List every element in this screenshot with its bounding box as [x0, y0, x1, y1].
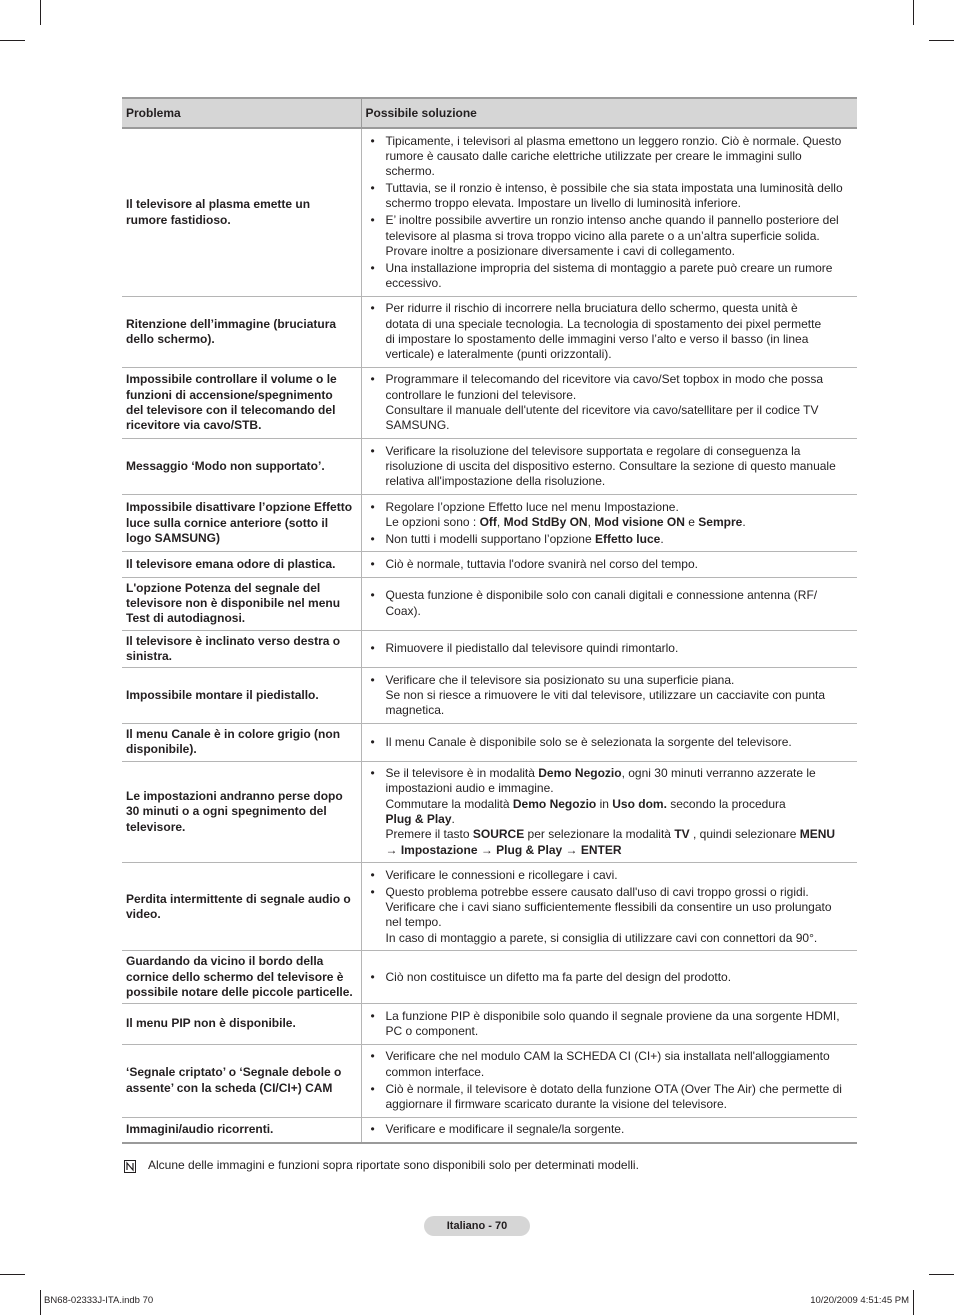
- problem-line: funzioni di accensione/spegnimento: [126, 387, 333, 402]
- solution-line: • Programmare il telecomando del ricevitore via cavo/Set topbox in modo che possa: [385, 372, 824, 387]
- table-row: [122, 495, 857, 552]
- problem-line: televisore.: [126, 819, 186, 834]
- solution-cell: [361, 724, 857, 762]
- solution-item: [370, 134, 852, 180]
- solution-line: nel tempo.: [385, 915, 442, 930]
- solution-line: In caso di montaggio a parete, si consiglia di utilizzare cavi con connettori da 90°.: [385, 930, 818, 945]
- problem-line: Perdita intermittente di segnale audio o: [126, 891, 351, 906]
- solution-cell: [361, 630, 857, 668]
- solution-line: eccessivo.: [385, 275, 442, 290]
- problem-line: Guardando da vicino il bordo della: [126, 954, 324, 969]
- solution-list: [370, 673, 852, 719]
- note-text: Alcune delle immagini e funzioni sopra riportate sono disponibili solo per determinati modelli.: [148, 1158, 639, 1172]
- crop-mark: [929, 1274, 954, 1275]
- problem-line: Impossibile montare il piedistallo.: [126, 688, 319, 702]
- solution-item: [370, 500, 852, 531]
- problem-line: Il televisore è inclinato verso destra o: [126, 633, 341, 648]
- problem-cell: [122, 951, 361, 1004]
- solution-item: [370, 766, 852, 858]
- solution-line: PC o component.: [385, 1024, 479, 1039]
- problem-cell: [122, 1044, 361, 1117]
- solution-line: di impostare lo spostamento delle immagini verso l’alto e verso il basso (in linea: [385, 331, 809, 346]
- problem-line: Messaggio ‘Modo non supportato’.: [126, 458, 325, 473]
- crop-mark: [913, 1290, 914, 1315]
- table-row: [122, 128, 857, 296]
- problem-line: assente’ con la scheda (CI/CI+) CAM: [126, 1080, 333, 1095]
- solution-list: [370, 641, 852, 656]
- solution-cell: [361, 761, 857, 863]
- problem-line: Immagini/audio ricorrenti.: [126, 1122, 274, 1137]
- problem-cell: [122, 1117, 361, 1143]
- problem-line: dello schermo).: [126, 331, 215, 346]
- solution-line: • Ciò non costituisce un difetto ma fa parte del design del prodotto.: [385, 969, 732, 984]
- problem-line: Il televisore al plasma emette un: [126, 197, 311, 212]
- problem-line: possibile notare delle piccole particelle.: [126, 985, 353, 1000]
- solution-item: [370, 868, 852, 883]
- table-row: [122, 951, 857, 1004]
- solution-item: [370, 1122, 852, 1137]
- solution-line: Coax).: [385, 603, 421, 618]
- table-row: [122, 552, 857, 577]
- solution-item: [370, 1082, 852, 1113]
- page-number-badge: Italiano - 70: [424, 1216, 530, 1236]
- troubleshooting-table: [122, 97, 857, 1144]
- solution-list: [370, 500, 852, 547]
- problem-line: 30 minuti o a ogni spegnimento del: [126, 804, 327, 819]
- solution-line: rumore è causato dalle cariche elettriche utilizzate per creare le immagini sullo: [385, 149, 802, 164]
- problem-line: Impossibile controllare il volume o le: [126, 372, 337, 387]
- solution-list: [370, 1122, 852, 1137]
- solution-list: [370, 868, 852, 946]
- solution-line: • Ciò è normale, tuttavia l'odore svanirà nel corso del tempo.: [385, 556, 698, 571]
- solution-list: [370, 1049, 852, 1112]
- crop-mark: [40, 1290, 41, 1315]
- table-row: [122, 367, 857, 438]
- problem-cell: [122, 128, 361, 296]
- solution-item: [370, 588, 852, 619]
- problem-line: Il menu Canale è in colore grigio (non: [126, 727, 341, 742]
- solution-item: [370, 1009, 852, 1040]
- solution-item: [370, 1049, 852, 1080]
- crop-mark: [40, 0, 41, 25]
- solution-line: SAMSUNG.: [385, 418, 450, 433]
- solution-line: Le opzioni sono : Off, Mod StdBy ON, Mod visione ON e Sempre.: [385, 514, 746, 529]
- solution-line: Se non si riesce a rimuovere le viti dal televisore, utilizzare un cacciavite con punta: [385, 688, 826, 702]
- problem-line: disponibile).: [126, 742, 197, 757]
- problem-line: Il televisore emana odore di plastica.: [126, 556, 336, 571]
- problem-line: cornice dello schermo del televisore è: [126, 969, 344, 984]
- problem-line: televisore non è disponibile nel menu: [126, 596, 341, 611]
- solution-line: • Regolare l’opzione Effetto luce nel menu Impostazione.: [385, 499, 679, 514]
- table-row: [122, 1117, 857, 1143]
- solution-line: verticale) e lateralmente (punti orizzontali).: [385, 347, 612, 362]
- solution-item: [370, 181, 852, 212]
- crop-mark: [0, 1274, 25, 1275]
- problem-line: Il menu PIP non è disponibile.: [126, 1016, 296, 1031]
- solution-line: → Impostazione → Plug & Play → ENTER: [385, 842, 622, 857]
- solution-cell: [361, 296, 857, 367]
- header-solution: Possibile soluzione: [361, 98, 857, 128]
- table-header-row: [122, 98, 857, 128]
- problem-cell: [122, 296, 361, 367]
- table-row: [122, 668, 857, 724]
- note: [122, 1158, 639, 1173]
- problem-line: ricevitore via cavo/STB.: [126, 418, 262, 433]
- solution-line: • Tipicamente, i televisori al plasma emettono un leggero ronzio. Ciò è normale. Questo: [385, 133, 842, 148]
- solution-line: common interface.: [385, 1064, 485, 1079]
- solution-item: [370, 213, 852, 259]
- solution-line: • E’ inoltre possibile avvertire un ronzio intenso anche quando il pannello posteriore del: [385, 213, 839, 228]
- solution-line: impostazioni audio e immagine.: [385, 781, 554, 796]
- solution-line: Plug & Play.: [385, 812, 455, 827]
- solution-cell: [361, 495, 857, 552]
- problem-cell: [122, 668, 361, 724]
- solution-line: • Verificare e modificare il segnale/la sorgente.: [385, 1122, 625, 1137]
- table-row: [122, 630, 857, 668]
- solution-line: risoluzione di uscita del dispositivo esterno. Consultare la sezione di questo manuale: [385, 458, 836, 473]
- solution-line: Verificare che i cavi siano sufficientemente flessibili da consentire un uso prolungato: [385, 900, 832, 915]
- solution-list: [370, 444, 852, 490]
- problem-line: del televisore con il telecomando del: [126, 403, 336, 418]
- solution-line: • Se il televisore è in modalità Demo Negozio, ogni 30 minuti verranno azzerate le: [385, 766, 816, 781]
- solution-line: schermo.: [385, 164, 435, 179]
- solution-list: [370, 735, 852, 750]
- table-row: [122, 1004, 857, 1045]
- solution-line: Premere il tasto SOURCE per selezionare la modalità TV , quindi selezionare MENU: [385, 827, 836, 842]
- solution-line: magnetica.: [385, 703, 445, 718]
- problem-line: L'opzione Potenza del segnale del: [126, 580, 321, 595]
- solution-cell: [361, 1044, 857, 1117]
- solution-cell: [361, 1004, 857, 1045]
- solution-item: [370, 641, 852, 656]
- solution-line: • Verificare che il televisore sia posizionato su una superficie piana.: [385, 672, 735, 687]
- problem-cell: [122, 761, 361, 863]
- problem-cell: [122, 724, 361, 762]
- table-row: [122, 1044, 857, 1117]
- solution-line: • Ciò è normale, il televisore è dotato della funzione OTA (Over The Air) che permette di: [385, 1081, 842, 1096]
- problem-line: Le impostazioni andranno perse dopo: [126, 789, 343, 804]
- solution-line: • Per ridurre il rischio di incorrere nella bruciatura dello schermo, questa unità è: [385, 301, 798, 316]
- crop-mark: [0, 40, 25, 41]
- solution-list: [370, 1009, 852, 1040]
- problem-line: ‘Segnale criptato’ o ‘Segnale debole o: [126, 1065, 342, 1080]
- solution-item: [370, 885, 852, 946]
- header-problem: Problema: [122, 98, 361, 128]
- problem-line: Test di autodiagnosi.: [126, 611, 246, 626]
- problem-line: sinistra.: [126, 648, 173, 663]
- problem-cell: [122, 439, 361, 495]
- solution-item: [370, 970, 852, 985]
- solution-line: • Questo problema potrebbe essere causato dall'uso di cavi troppo grossi o rigidi.: [385, 884, 809, 899]
- solution-line: televisore al plasma si trova troppo vicino alla parete o a un’altra superficie solida.: [385, 228, 820, 243]
- solution-line: • Verificare la risoluzione del televisore supportata e regolare di conseguenza la: [385, 443, 801, 458]
- solution-cell: [361, 367, 857, 438]
- solution-line: Consultare il manuale dell'utente del ricevitore via cavo/satellitare per il codice TV: [385, 403, 819, 418]
- solution-line: dotata di una speciale tecnologia. La tecnologia di spostamento dei pixel permette: [385, 316, 822, 331]
- solution-line: • Il menu Canale è disponibile solo se è selezionata la sorgente del televisore.: [385, 734, 792, 749]
- problem-cell: [122, 367, 361, 438]
- problem-line: rumore fastidioso.: [126, 212, 231, 227]
- problem-cell: [122, 552, 361, 577]
- problem-cell: [122, 1004, 361, 1045]
- problem-cell: [122, 577, 361, 630]
- solution-cell: [361, 552, 857, 577]
- footer-file-info: BN68-02333J-ITA.indb 70: [44, 1295, 154, 1306]
- solution-item: [370, 532, 852, 547]
- solution-item: [370, 735, 852, 750]
- solution-list: [370, 134, 852, 291]
- solution-item: [370, 557, 852, 572]
- problem-line: logo SAMSUNG): [126, 530, 220, 545]
- problem-cell: [122, 495, 361, 552]
- solution-list: [370, 588, 852, 619]
- solution-cell: [361, 128, 857, 296]
- solution-list: [370, 766, 852, 858]
- solution-item: [370, 673, 852, 719]
- solution-line: Commutare la modalità Demo Negozio in Uso dom. secondo la procedura: [385, 796, 786, 811]
- solution-line: • Non tutti i modelli supportano l’opzione Effetto luce.: [385, 531, 664, 546]
- table-row: [122, 724, 857, 762]
- solution-line: Provare inoltre a posizionare diversamente i cavi di collegamento.: [385, 243, 736, 258]
- solution-line: controllare le funzioni del televisore.: [385, 387, 577, 402]
- solution-list: [370, 970, 852, 985]
- solution-cell: [361, 1117, 857, 1143]
- crop-mark: [913, 0, 914, 25]
- table-row: [122, 577, 857, 630]
- problem-line: video.: [126, 906, 161, 921]
- solution-line: • La funzione PIP è disponibile solo quando il segnale proviene da una sorgente HDMI,: [385, 1008, 840, 1023]
- solution-cell: [361, 863, 857, 951]
- solution-cell: [361, 439, 857, 495]
- solution-item: [370, 372, 852, 433]
- solution-cell: [361, 668, 857, 724]
- solution-line: • Questa funzione è disponibile solo con canali digitali e connessione antenna (RF/: [385, 588, 818, 603]
- solution-list: [370, 301, 852, 362]
- solution-list: [370, 372, 852, 433]
- problem-line: Impossibile disattivare l’opzione Effetto: [126, 500, 353, 515]
- solution-line: relativa all'impostazione della risoluzione.: [385, 474, 606, 489]
- footer-timestamp: 10/20/2009 4:51:45 PM: [810, 1295, 909, 1306]
- crop-mark: [929, 40, 954, 41]
- solution-line: schermo troppo elevata. Impostare un livello di luminosità inferiore.: [385, 196, 742, 211]
- solution-line: • Una installazione impropria del sistema di montaggio a parete può creare un rumore: [385, 260, 833, 275]
- table-row: [122, 761, 857, 863]
- solution-cell: [361, 577, 857, 630]
- problem-cell: [122, 863, 361, 951]
- solution-item: [370, 261, 852, 292]
- solution-line: • Tuttavia, se il ronzio è intenso, è possibile che sia stata impostata una luminosità dello: [385, 181, 843, 196]
- solution-item: [370, 444, 852, 490]
- solution-item: [370, 301, 852, 362]
- table-row: [122, 863, 857, 951]
- note-icon: [124, 1160, 136, 1173]
- solution-line: • Verificare le connessioni e ricollegare i cavi.: [385, 867, 618, 882]
- problem-line: Ritenzione dell’immagine (bruciatura: [126, 316, 337, 331]
- solution-cell: [361, 951, 857, 1004]
- table-row: [122, 296, 857, 367]
- problem-line: luce sulla cornice anteriore (sotto il: [126, 515, 329, 530]
- solution-line: • Rimuovere il piedistallo dal televisore quindi rimontarlo.: [385, 641, 679, 656]
- solution-line: • Verificare che nel modulo CAM la SCHEDA CI (CI+) sia installata nell'alloggiamento: [385, 1049, 830, 1064]
- table-row: [122, 439, 857, 495]
- solution-line: aggiornare il firmware scaricato durante la visione del televisore.: [385, 1096, 727, 1111]
- problem-cell: [122, 630, 361, 668]
- solution-list: [370, 557, 852, 572]
